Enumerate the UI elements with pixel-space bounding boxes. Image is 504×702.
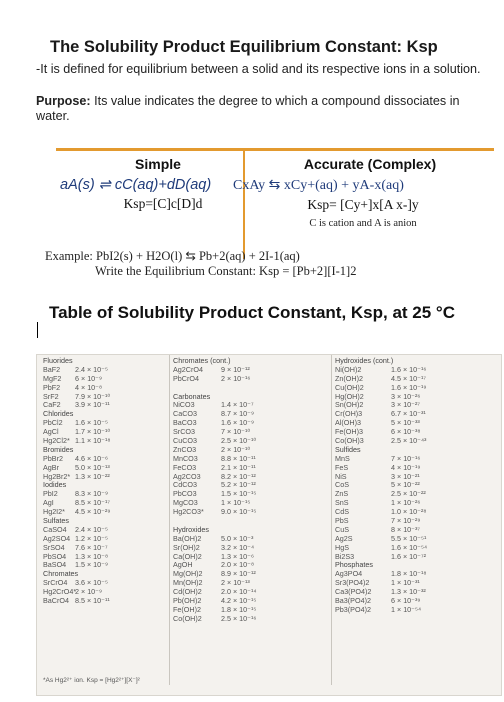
- ksp-value: 8.9 × 10⁻¹²: [221, 569, 256, 579]
- example-prompt: Write the Equilibrium Constant: Ksp = [Pb+2][I-1]2: [95, 264, 357, 278]
- compound-formula: Mn(OH)2: [173, 578, 203, 588]
- ksp-value: 1.3 × 10⁻⁸: [75, 551, 109, 561]
- ksp-value: 9.0 × 10⁻¹⁵: [221, 507, 257, 517]
- compound-formula: Hydroxides (cont.): [335, 356, 394, 365]
- ksp-value: 6.7 × 10⁻³¹: [391, 409, 426, 419]
- ksp-value: 6 × 10⁻⁹: [75, 373, 103, 383]
- example-equation: Example: PbI2(s) + H2O(l) ⇆ Pb+2(aq) + 2I-1(aq): [45, 249, 300, 263]
- compound-formula: Ca(OH)2: [173, 551, 202, 561]
- ksp-value: 1 × 10⁻⁵⁴: [391, 604, 422, 614]
- ksp-value: 3 × 10⁻²⁶: [391, 391, 421, 401]
- compound-formula: BaCO3: [173, 418, 197, 428]
- ksp-table: [36, 354, 502, 696]
- compound-formula: Hg(OH)2: [335, 391, 364, 401]
- compound-formula: Pb(OH)2: [173, 596, 202, 606]
- definition-text: -It is defined for equilibrium between a solid and its respective ions in a solution.: [36, 62, 481, 76]
- compound-formula: AgI: [43, 498, 54, 508]
- compound-formula: SrSO4: [43, 542, 65, 552]
- compound-formula: Ca3(PO4)2: [335, 587, 372, 597]
- compound-formula: CaSO4: [43, 524, 67, 534]
- table-column-1: [43, 357, 173, 606]
- compound-formula: CdCO3: [173, 480, 197, 490]
- table-row: [173, 375, 333, 384]
- ksp-value: 2 × 10⁻¹⁰: [221, 444, 251, 454]
- compound-formula: MgCO3: [173, 498, 198, 508]
- slide-title: The Solubility Product Equilibrium Constant: Ksp: [50, 38, 438, 56]
- compound-formula: Ag2SO4: [43, 533, 71, 543]
- table-row: [335, 606, 501, 615]
- compound-formula: CaCO3: [173, 409, 197, 419]
- ksp-value: 7 × 10⁻²⁹: [391, 516, 421, 526]
- compound-formula: Hydroxides: [173, 524, 209, 534]
- ksp-value: 2 × 10⁻¹⁶: [221, 373, 251, 383]
- ksp-value: 6 × 10⁻³⁸: [391, 427, 421, 437]
- ksp-value: 1.6 × 10⁻⁵⁴: [391, 542, 428, 552]
- divider-horizontal: [56, 148, 494, 151]
- compound-formula: Sr3(PO4)2: [335, 578, 370, 588]
- compound-formula: SrCrO4: [43, 578, 68, 588]
- compound-formula: PbCrO4: [173, 373, 199, 383]
- ksp-value: 1.3 × 10⁻⁶: [221, 551, 254, 561]
- compound-formula: SrF2: [43, 391, 59, 401]
- compound-formula: PbCl2: [43, 418, 63, 428]
- ksp-value: 2.5 × 10⁻²²: [391, 489, 426, 499]
- ksp-value: 7.9 × 10⁻¹⁰: [75, 391, 111, 401]
- ksp-value: 1.6 × 10⁻⁹: [221, 418, 255, 428]
- compound-formula: MgF2: [43, 373, 62, 383]
- ksp-value: 1.8 × 10⁻¹⁸: [391, 569, 427, 579]
- ksp-value: 7 × 10⁻¹⁰: [221, 427, 251, 437]
- compound-formula: Ag3PO4: [335, 569, 363, 579]
- compound-formula: Hg2CO3*: [173, 507, 204, 517]
- ksp-value: 5 × 10⁻³³: [391, 418, 420, 428]
- compound-formula: Cr(OH)3: [335, 409, 363, 419]
- compound-formula: CaF2: [43, 400, 61, 410]
- ksp-value: 4.6 × 10⁻⁶: [75, 453, 108, 463]
- compound-formula: Sulfates: [43, 516, 69, 526]
- table-section-header: [43, 357, 173, 366]
- compound-formula: Co(OH)2: [173, 613, 202, 623]
- ksp-value: 3 × 10⁻²⁷: [391, 400, 420, 410]
- ksp-value: 2.0 × 10⁻⁸: [221, 560, 255, 570]
- compound-formula: Carbonates: [173, 391, 211, 401]
- ksp-value: 1.6 × 10⁻⁷²: [391, 551, 426, 561]
- ksp-value: 4.5 × 10⁻¹⁷: [391, 373, 426, 383]
- ksp-value: 2.1 × 10⁻¹¹: [221, 462, 256, 472]
- ksp-value: 1.8 × 10⁻¹⁵: [221, 604, 257, 614]
- ksp-value: 4 × 10⁻⁸: [75, 382, 103, 392]
- compound-formula: Sn(OH)2: [335, 400, 364, 410]
- ksp-value: 1.3 × 10⁻²²: [75, 471, 110, 481]
- ksp-value: 8.7 × 10⁻⁹: [221, 409, 255, 419]
- compound-formula: Ag2CrO4: [173, 364, 203, 374]
- ksp-value: 1.2 × 10⁻⁵: [75, 533, 108, 543]
- ksp-value: 5.5 × 10⁻⁵¹: [391, 533, 427, 543]
- purpose-text: [36, 94, 488, 124]
- ksp-value: 1 × 10⁻¹⁵: [221, 498, 251, 508]
- compound-formula: Bromides: [43, 444, 74, 454]
- compound-formula: Fe(OH)2: [173, 604, 201, 614]
- ksp-value: 7 × 10⁻¹⁶: [391, 453, 421, 463]
- ksp-value: 5.2 × 10⁻¹²: [221, 480, 256, 490]
- compound-formula: CdS: [335, 507, 349, 517]
- compound-formula: MnS: [335, 453, 350, 463]
- ksp-value: 3.2 × 10⁻⁴: [221, 542, 255, 552]
- compound-formula: Sulfides: [335, 444, 361, 454]
- table-row: [43, 375, 173, 384]
- ksp-value: 8.8 × 10⁻¹¹: [221, 453, 256, 463]
- ksp-value: 2 × 10⁻¹³: [221, 578, 250, 588]
- ksp-value: 1.1 × 10⁻¹⁸: [75, 436, 111, 446]
- accurate-ksp-expression: Ksp= [Cy+]x[A x-]y: [307, 197, 419, 212]
- ksp-value: 1.4 × 10⁻⁷: [221, 400, 254, 410]
- ksp-value: 3 × 10⁻²¹: [391, 471, 420, 481]
- compound-formula: Fe(OH)3: [335, 427, 363, 437]
- compound-formula: NiCO3: [173, 400, 195, 410]
- compound-formula: PbS: [335, 516, 349, 526]
- compound-formula: AgCl: [43, 427, 59, 437]
- ksp-value: 9 × 10⁻¹²: [221, 364, 250, 374]
- compound-formula: PbI2: [43, 489, 58, 499]
- purpose-body: Its value indicates the degree to which a compound dissociates in water.: [36, 94, 460, 123]
- ksp-value: 2.0 × 10⁻¹⁴: [221, 587, 257, 597]
- compound-formula: Hg2Br2*: [43, 471, 71, 481]
- compound-formula: Chromates (cont.): [173, 356, 231, 365]
- ksp-value: 4.5 × 10⁻²⁹: [75, 507, 111, 517]
- compound-formula: Sr(OH)2: [173, 542, 200, 552]
- slide-panel: [28, 28, 492, 258]
- ksp-value: 1 × 10⁻³¹: [391, 578, 420, 588]
- compound-formula: PbF2: [43, 382, 61, 392]
- ksp-value: 1.5 × 10⁻⁹: [75, 560, 109, 570]
- compound-formula: ZnCO3: [173, 444, 197, 454]
- ksp-value: 4.2 × 10⁻¹⁵: [221, 596, 257, 606]
- compound-formula: Ba3(PO4)2: [335, 596, 371, 606]
- table-title: Table of Solubility Product Constant, Ksp, at 25 °C: [48, 303, 456, 322]
- compound-formula: CuCO3: [173, 436, 197, 446]
- table-row: [173, 508, 333, 517]
- compound-formula: FeCO3: [173, 462, 197, 472]
- compound-formula: CuS: [335, 524, 349, 534]
- compound-formula: Bi2S3: [335, 551, 355, 561]
- ksp-value: 8.5 × 10⁻¹¹: [75, 596, 110, 606]
- compound-formula: Hg2I2*: [43, 507, 65, 517]
- ksp-value: 4 × 10⁻¹⁹: [391, 462, 421, 472]
- ksp-value: 1.5 × 10⁻¹⁵: [221, 489, 257, 499]
- compound-formula: PbBr2: [43, 453, 63, 463]
- compound-formula: Al(OH)3: [335, 418, 361, 428]
- ksp-value: 1.7 × 10⁻¹⁰: [75, 427, 111, 437]
- compound-formula: Chromates: [43, 569, 79, 579]
- ksp-value: 5 × 10⁻²²: [391, 480, 420, 490]
- compound-formula: Chlorides: [43, 409, 74, 419]
- accurate-equation: CxAy ⇆ xCy+(aq) + yA-x(aq): [233, 178, 404, 193]
- ksp-value: 7.6 × 10⁻⁷: [75, 542, 108, 552]
- compound-formula: HgS: [335, 542, 349, 552]
- compound-formula: Hg2Cl2*: [43, 436, 70, 446]
- compound-formula: ZnS: [335, 489, 349, 499]
- ksp-value: 1 × 10⁻²⁶: [391, 498, 421, 508]
- compound-formula: PbCO3: [173, 489, 197, 499]
- compound-formula: Cu(OH)2: [335, 382, 364, 392]
- table-row: [173, 437, 333, 446]
- compound-formula: BaF2: [43, 364, 61, 374]
- compound-formula: MnCO3: [173, 453, 198, 463]
- compound-formula: PbSO4: [43, 551, 67, 561]
- ksp-value: 1.6 × 10⁻⁵: [75, 418, 108, 428]
- ksp-value: 1.3 × 10⁻³²: [391, 587, 426, 597]
- compound-formula: Iodides: [43, 480, 67, 490]
- table-row: [43, 597, 173, 606]
- table-column-2: [173, 357, 333, 624]
- compound-formula: FeS: [335, 462, 349, 472]
- ksp-value: 1.6 × 10⁻¹⁹: [391, 382, 427, 392]
- compound-formula: Fluorides: [43, 356, 73, 365]
- compound-formula: NiS: [335, 471, 347, 481]
- ksp-value: 8.2 × 10⁻¹²: [221, 471, 256, 481]
- divider-vertical: [243, 151, 245, 259]
- ksp-value: 2.4 × 10⁻⁵: [75, 524, 108, 534]
- ksp-value: 5.0 × 10⁻³: [221, 533, 254, 543]
- ksp-value: 5.0 × 10⁻¹³: [75, 462, 110, 472]
- table-footnote: *As Hg2²⁺ ion. Ksp = [Hg2²⁺][X⁻]²: [43, 677, 140, 684]
- table-row: [173, 419, 333, 428]
- simple-ksp-expression: Ksp=[C]c[D]d: [123, 196, 203, 211]
- table-row: [173, 615, 333, 624]
- simple-heading: Simple: [135, 156, 181, 172]
- ksp-value: 2.5 × 10⁻¹⁰: [221, 436, 257, 446]
- compound-formula: Ag2S: [335, 533, 353, 543]
- compound-formula: BaCrO4: [43, 596, 69, 606]
- compound-formula: Zn(OH)2: [335, 373, 363, 383]
- accurate-note: C is cation and A is anion: [309, 218, 417, 229]
- compound-formula: AgBr: [43, 462, 59, 472]
- compound-formula: SrCO3: [173, 427, 195, 437]
- compound-formula: Ni(OH)2: [335, 364, 362, 374]
- ksp-value: 1.0 × 10⁻²⁸: [391, 507, 427, 517]
- compound-formula: Mg(OH)2: [173, 569, 203, 579]
- ksp-value: 2.4 × 10⁻⁵: [75, 364, 108, 374]
- ksp-value: 3.6 × 10⁻⁵: [75, 578, 108, 588]
- compound-formula: Phosphates: [335, 560, 373, 570]
- compound-formula: Co(OH)3: [335, 436, 364, 446]
- ksp-value: 8 × 10⁻³⁷: [391, 524, 420, 534]
- ksp-value: 8.5 × 10⁻¹⁷: [75, 498, 110, 508]
- table-section-header: [43, 481, 173, 490]
- table-column-3: [335, 357, 501, 615]
- accurate-heading: Accurate (Complex): [303, 156, 437, 172]
- ksp-value: 8.3 × 10⁻⁹: [75, 489, 109, 499]
- text-cursor: [37, 322, 38, 338]
- purpose-label: Purpose:: [36, 94, 91, 108]
- ksp-value: 6 × 10⁻³⁹: [391, 596, 421, 606]
- compound-formula: Pb3(PO4)2: [335, 604, 371, 614]
- compound-formula: SnS: [335, 498, 349, 508]
- compound-formula: Ba(OH)2: [173, 533, 202, 543]
- ksp-value: 2.5 × 10⁻¹⁶: [221, 613, 257, 623]
- ksp-value: 2 × 10⁻⁹: [75, 587, 103, 597]
- ksp-value: 3.9 × 10⁻¹¹: [75, 400, 110, 410]
- compound-formula: Hg2CrO4*: [43, 587, 77, 597]
- compound-formula: Ag2CO3: [173, 471, 201, 481]
- compound-formula: CoS: [335, 480, 349, 490]
- compound-formula: Cd(OH)2: [173, 587, 202, 597]
- compound-formula: AgOH: [173, 560, 193, 570]
- ksp-value: 2.5 × 10⁻⁴³: [391, 436, 427, 446]
- table-row: [43, 366, 173, 375]
- simple-equation: aA(s) ⇌ cC(aq)+dD(aq): [60, 177, 212, 193]
- compound-formula: BaSO4: [43, 560, 67, 570]
- ksp-value: 1.6 × 10⁻¹⁶: [391, 364, 427, 374]
